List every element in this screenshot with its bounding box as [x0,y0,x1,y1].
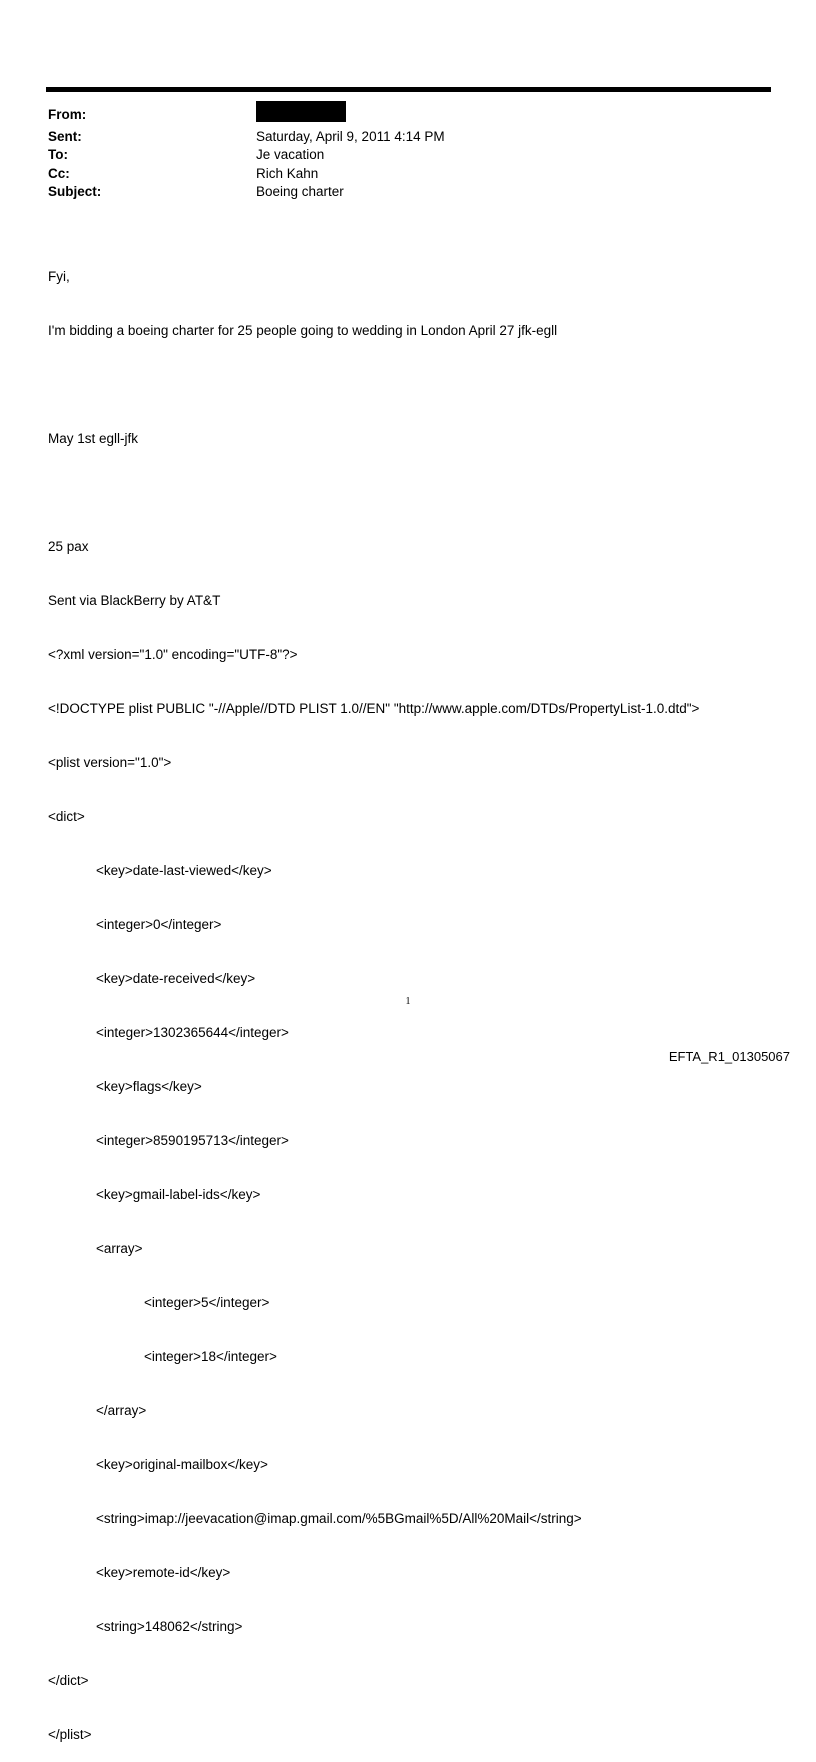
header-rule [46,87,771,92]
greeting: Fyi, [48,269,70,284]
plist-line: </array> [96,1403,147,1418]
from-value-redacted [256,106,346,128]
sent-label: Sent: [48,128,82,144]
plist-line: <dict> [48,809,85,824]
plist-line: <plist version="1.0"> [48,755,172,770]
to-row [48,146,445,165]
sent-value: Saturday, April 9, 2011 4:14 PM [256,128,445,144]
from-label: From: [48,107,87,122]
cc-value: Rich Kahn [256,165,319,181]
redaction-block [256,101,346,122]
plist-line: <key>gmail-label-ids</key> [96,1187,261,1202]
message-line: May 1st egll-jfk [48,431,139,446]
plist-line: <key>date-received</key> [96,971,256,986]
to-value: Je vacation [256,147,325,162]
email-header [48,106,445,202]
plist-line: <!DOCTYPE plist PUBLIC "-//Apple//DTD PLIST 1.0//EN" "http://www.apple.com/DTDs/PropertyList-1.0.dtd"> [48,701,700,716]
plist-line: <key>remote-id</key> [96,1565,231,1580]
cc-label: Cc: [48,165,70,181]
plist-line: <string>148062</string> [96,1619,243,1634]
subject-row [48,183,445,202]
plist-line: <string>imap://jeevacation@imap.gmail.com/%5BGmail%5D/All%20Mail</string> [96,1511,582,1526]
plist-line: <key>original-mailbox</key> [96,1457,268,1472]
subject-value: Boeing charter [256,184,344,199]
to-label: To: [48,147,68,162]
plist-line: <key>date-last-viewed</key> [96,863,272,878]
plist-line: <key>flags</key> [96,1079,202,1094]
bates-number: EFTA_R1_01305067 [668,1049,790,1064]
plist-line: <?xml version="1.0" encoding="UTF-8"?> [48,647,298,662]
plist-line: </dict> [48,1673,89,1688]
signature: Sent via BlackBerry by AT&T [48,593,221,608]
plist-line: <integer>8590195713</integer> [96,1133,289,1148]
page-number: 1 [405,996,411,1007]
from-row [48,106,445,128]
message-line: I'm bidding a boeing charter for 25 people going to wedding in London April 27 jfk-egll [48,323,558,338]
plist-line: <integer>5</integer> [144,1295,270,1310]
plist-line: <array> [96,1241,143,1256]
plist-line: <integer>1302365644</integer> [96,1025,289,1040]
plist-line: </plist> [48,1727,92,1742]
cc-row [48,165,445,184]
sent-row [48,128,445,147]
subject-label: Subject: [48,184,102,199]
plist-line: <integer>18</integer> [144,1349,277,1364]
plist-line: <integer>0</integer> [96,917,222,932]
message-line: 25 pax [48,539,89,554]
